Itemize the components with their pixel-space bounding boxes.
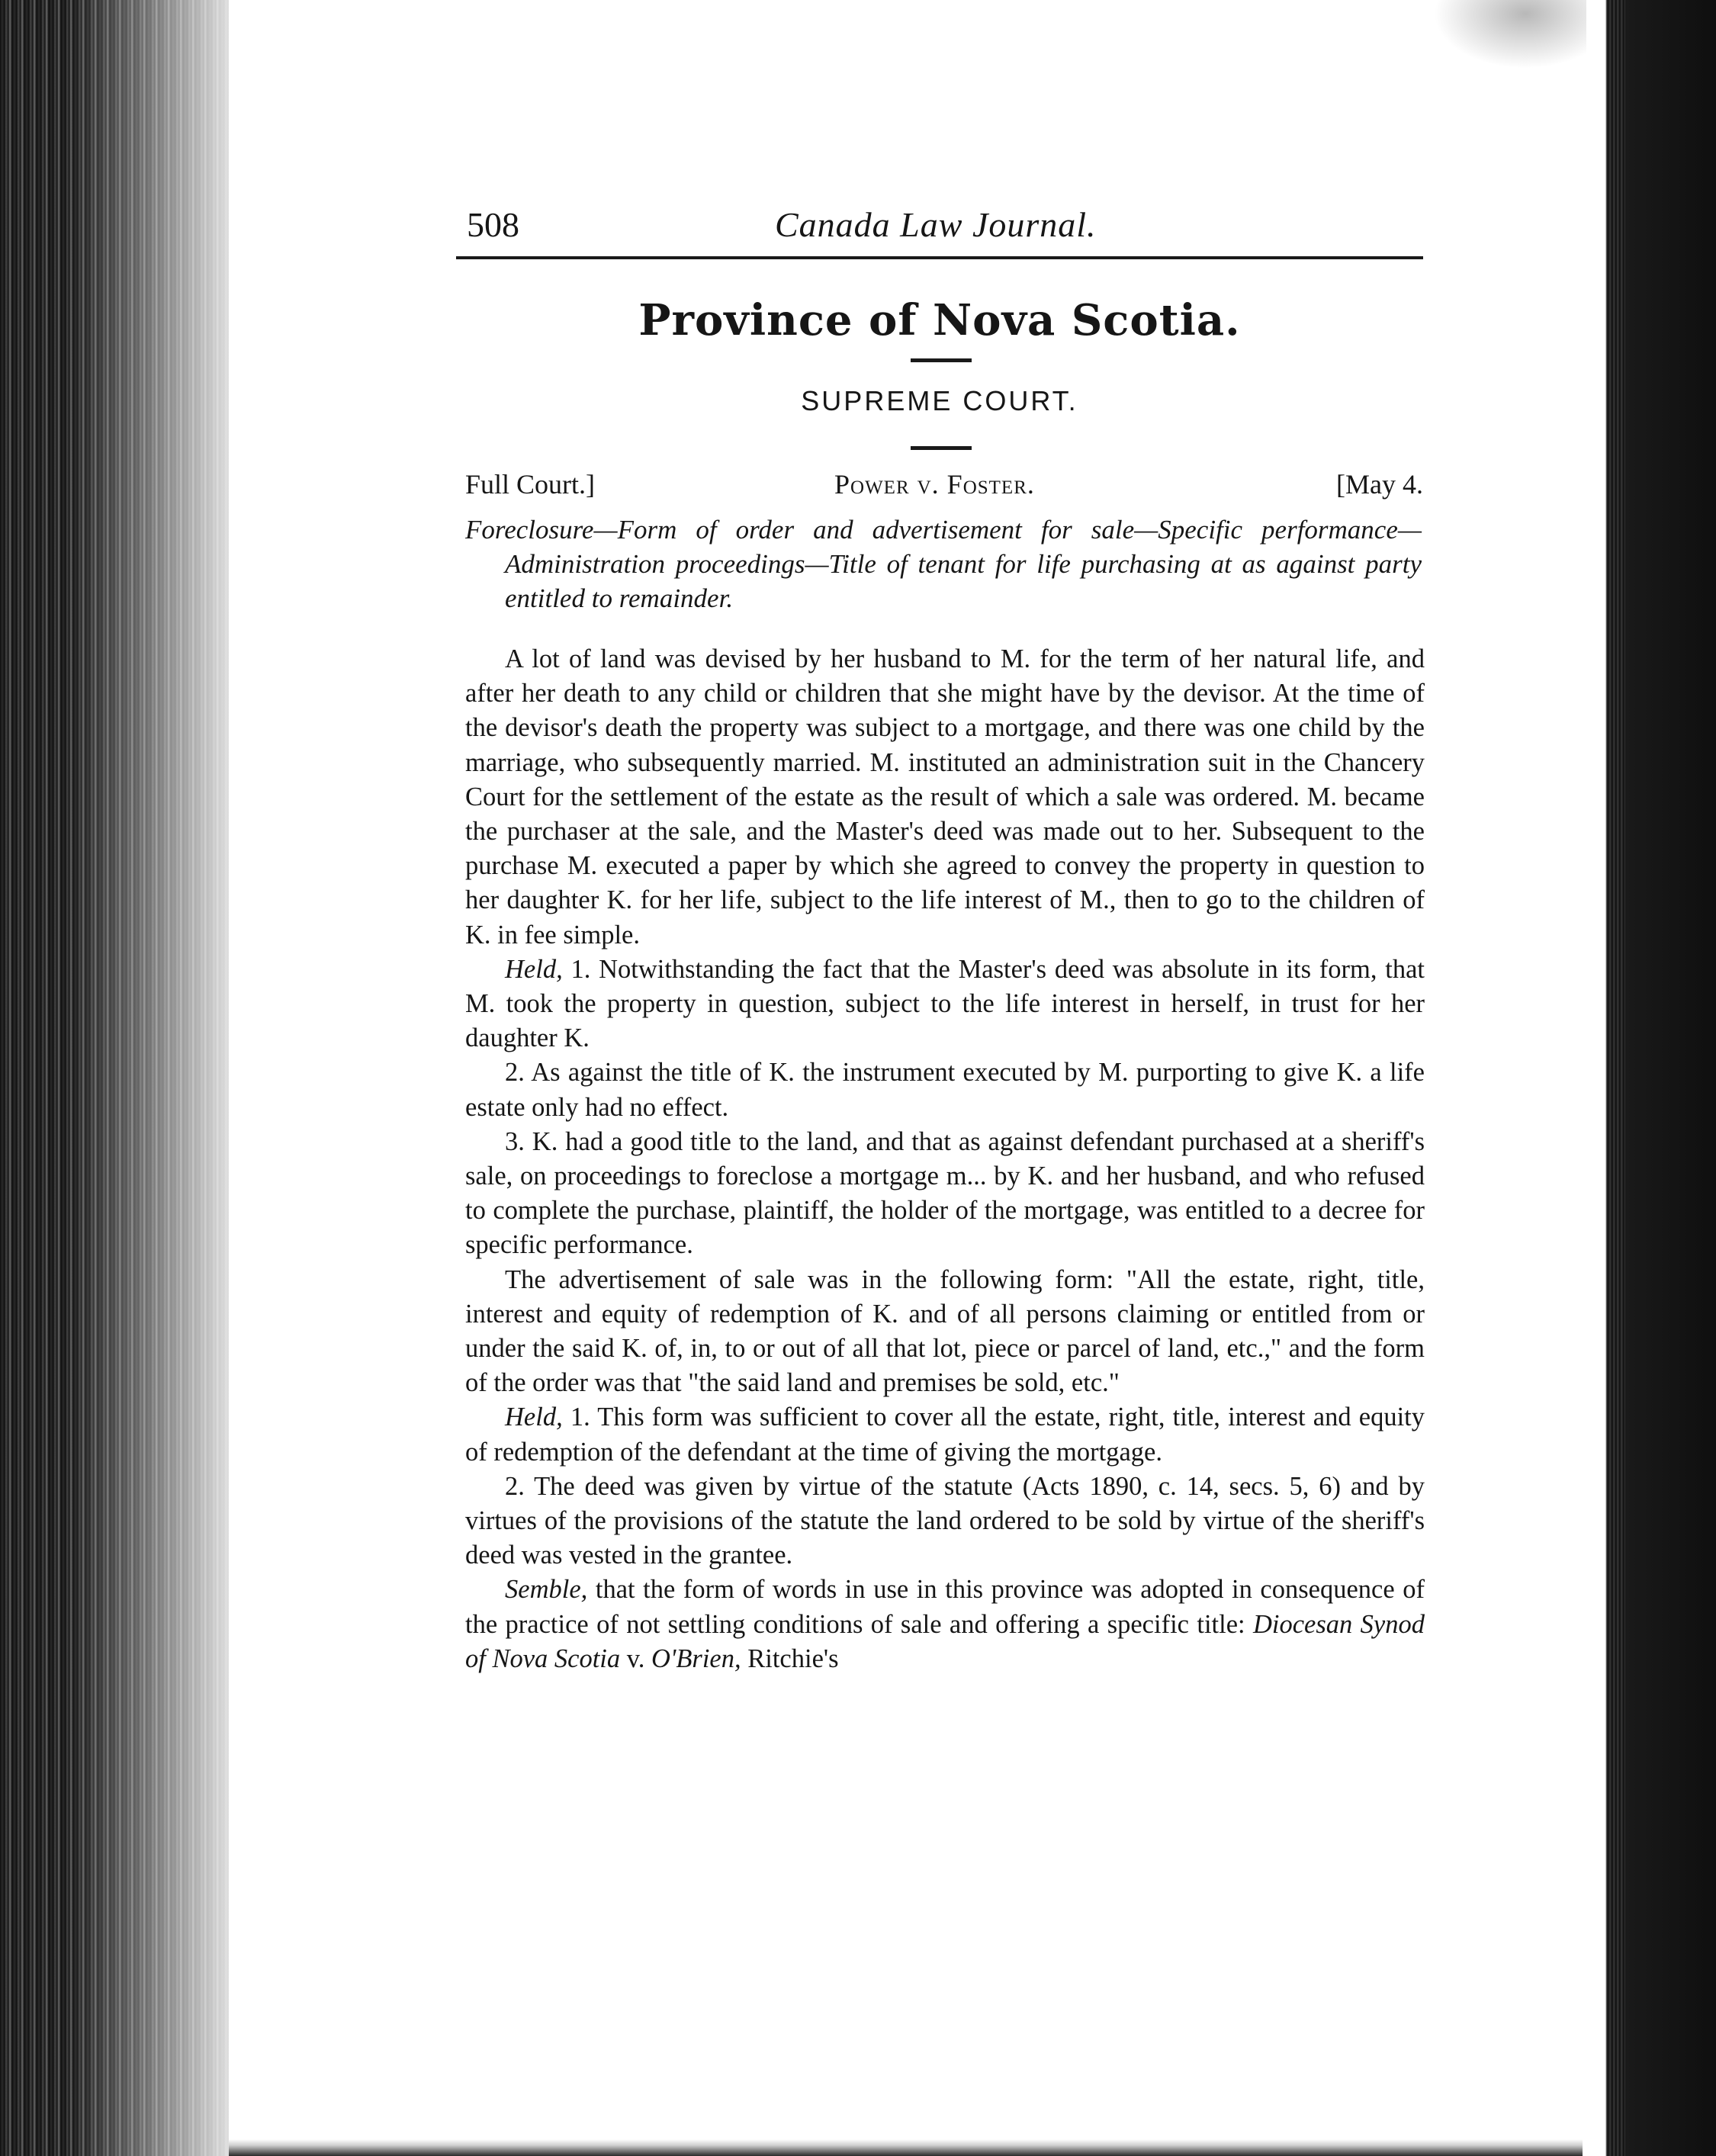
paragraph-text: 1. Notwithstanding the fact that the Master's deed was absolute in its form, that M. took the property in question, subject to the life interest in herself, in trust for her daughter K.	[465, 954, 1425, 1053]
case-date: [May 4.	[1336, 469, 1423, 500]
case-name: Power v. Foster.	[834, 469, 1035, 500]
paragraph-text: v.	[620, 1644, 652, 1673]
paragraph: 3. K. had a good title to the land, and that as against defendant purchased at a sheriff's sale, on proceedings to foreclose a mortgage m... by K. and her husband, and who refused to complete the purchase, plaintiff, the holder of the mortgage, was entitled to a decree for specific performance.	[465, 1126, 1425, 1260]
held-label: Held,	[505, 1403, 563, 1432]
case-caption	[456, 468, 1423, 506]
case-report-body	[465, 642, 1425, 1676]
case-citation: Diocesan Synod of Nova Scotia	[465, 1609, 1425, 1673]
semble-label: Semble,	[505, 1575, 588, 1605]
running-head	[456, 200, 1428, 253]
scan-artifact	[1434, 0, 1586, 69]
case-court: Full Court.]	[465, 469, 596, 500]
section-title: Province of Nova Scotia.	[638, 295, 1241, 345]
book-binding-right	[1583, 0, 1716, 2156]
headnote: Foreclosure—Form of order and advertisement for sale—Specific performance—Administration proceedings—Title of tenant for life purchasing at as against party entitled to remainder.	[465, 515, 1422, 613]
book-binding-left	[0, 0, 229, 2156]
page-bottom-edge	[229, 2139, 1583, 2156]
court-name: SUPREME COURT.	[801, 385, 1078, 416]
divider-rule	[911, 446, 972, 450]
page-number: 508	[467, 205, 519, 244]
header-rule	[456, 256, 1423, 259]
journal-page	[456, 200, 1428, 1673]
held-label: Held,	[505, 954, 563, 984]
journal-title: Canada Law Journal.	[775, 205, 1097, 244]
paragraph: A lot of land was devised by her husband to M. for the term of her natural life, and after her death to any child or children that she might have by the devisor. At the time of the devisor's death the property was subject to a mortgage, and there was one child by the marriage, who subsequently married. M. instituted an administration suit in the Chancery Court for the settlement of the estate as the result of which a sale was ordered. M. became the purchaser at the sale, and the Master's deed was made out to her. Subsequent to the purchase M. executed a paper by which she agreed to convey the property in question to her daughter K. for her life, subject to the life interest of M., then to go to the children of K. in fee simple.	[465, 644, 1425, 949]
paragraph	[465, 1573, 1425, 1676]
paragraph	[465, 953, 1425, 1056]
paragraph: 2. The deed was given by virtue of the statute (Acts 1890, c. 14, secs. 5, 6) and by virtues of the provisions of the statute the land ordered to be sold by virtue of the sheriff's deed was vested in the grantee.	[465, 1471, 1425, 1570]
paragraph-text: 1. This form was sufficient to cover all the estate, right, title, interest and equity of redemption of the defendant at the time of giving the mortgage.	[465, 1403, 1425, 1467]
paragraph	[465, 1400, 1425, 1469]
case-citation: O'Brien,	[651, 1644, 741, 1673]
paragraph-text: Ritchie's	[741, 1644, 839, 1673]
paragraph: The advertisement of sale was in the following form: "All the estate, right, title, interest and equity of redemption of K. and of all persons claiming or entitled from or under the said K. of, in, to or out of all that lot, piece or parcel of land, etc.," and the form of the order was that "the said land and premises be sold, etc."	[465, 1264, 1425, 1398]
paragraph-text: that the form of words in use in this province was adopted in consequence of the practice of not settling conditions of sale and offering a specific title:	[465, 1575, 1425, 1639]
divider-rule	[911, 358, 972, 362]
paragraph: 2. As against the title of K. the instrument executed by M. purporting to give K. a life estate only had no effect.	[465, 1058, 1425, 1122]
